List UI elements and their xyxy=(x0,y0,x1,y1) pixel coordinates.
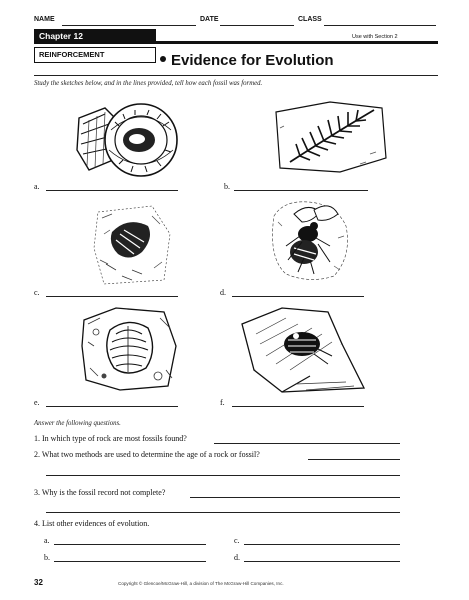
date-label: DATE xyxy=(200,16,219,23)
title-bullet-icon xyxy=(160,56,166,62)
fern-leaf-fossil-icon xyxy=(270,98,388,176)
answer-line-d[interactable] xyxy=(232,296,364,297)
question-4-text: List other evidences of evolution. xyxy=(42,519,150,528)
label-b: b. xyxy=(224,182,230,191)
insect-in-amber-icon xyxy=(264,196,352,284)
answer-line-f[interactable] xyxy=(232,406,364,407)
header-rule xyxy=(156,41,438,44)
label-a: a. xyxy=(34,182,40,191)
answer-line-2b[interactable] xyxy=(46,475,400,476)
instructions: Study the sketches below, and in the lines provided, tell how each fossil was formed. xyxy=(34,80,263,87)
question-2-number: 2. xyxy=(34,450,40,459)
sub-answer-b-line[interactable] xyxy=(54,561,206,562)
sub-answer-c-label: c. xyxy=(234,536,240,545)
question-2-text: What two methods are used to determine the age of a rock or fossil? xyxy=(41,450,260,459)
sub-answer-a-label: a. xyxy=(44,536,50,545)
title-rule xyxy=(34,75,438,76)
page-number: 32 xyxy=(34,578,43,587)
answer-line-e[interactable] xyxy=(46,406,178,407)
ammonite-in-rock-icon xyxy=(75,100,180,180)
class-label: CLASS xyxy=(298,16,322,23)
answer-line-a[interactable] xyxy=(46,190,178,191)
name-line[interactable] xyxy=(62,25,196,26)
page-title: Evidence for Evolution xyxy=(171,52,334,69)
label-c: c. xyxy=(34,288,40,297)
answer-line-2a[interactable] xyxy=(308,459,400,460)
question-3-text: Why is the fossil record not complete? xyxy=(41,488,166,497)
copyright: Copyright © Glencoe/McGraw-Hill, a division of The McGraw-Hill Companies, Inc. xyxy=(118,581,284,586)
sub-answer-b-label: b. xyxy=(44,553,50,562)
questions-intro: Answer the following questions. xyxy=(34,420,121,427)
chapter-label: Chapter 12 xyxy=(34,29,156,44)
answer-line-c[interactable] xyxy=(46,296,178,297)
answer-line-1[interactable] xyxy=(214,443,400,444)
question-1-number: 1. xyxy=(34,434,40,443)
answer-line-3b[interactable] xyxy=(46,512,400,513)
sub-answer-c-line[interactable] xyxy=(244,544,400,545)
trilobite-mold-icon xyxy=(236,304,366,394)
question-1-text: In which type of rock are most fossils found? xyxy=(42,434,187,443)
question-3-number: 3. xyxy=(34,488,40,497)
date-line[interactable] xyxy=(220,25,294,26)
sub-answer-d-line[interactable] xyxy=(244,561,400,562)
answer-line-b[interactable] xyxy=(234,190,368,191)
label-d: d. xyxy=(220,288,226,297)
name-label: NAME xyxy=(34,16,55,23)
sub-answer-a-line[interactable] xyxy=(54,544,206,545)
sub-answer-d-label: d. xyxy=(234,553,240,562)
label-f: f. xyxy=(220,398,225,407)
shell-fossil-icon xyxy=(80,306,178,392)
reinforcement-label: REINFORCEMENT xyxy=(34,47,156,63)
question-4-number: 4. xyxy=(34,519,40,528)
use-with-note: Use with Section 2 xyxy=(352,34,398,40)
answer-line-3a[interactable] xyxy=(190,497,400,498)
footprint-fossil-icon xyxy=(92,204,172,286)
class-line[interactable] xyxy=(324,25,436,26)
label-e: e. xyxy=(34,398,40,407)
